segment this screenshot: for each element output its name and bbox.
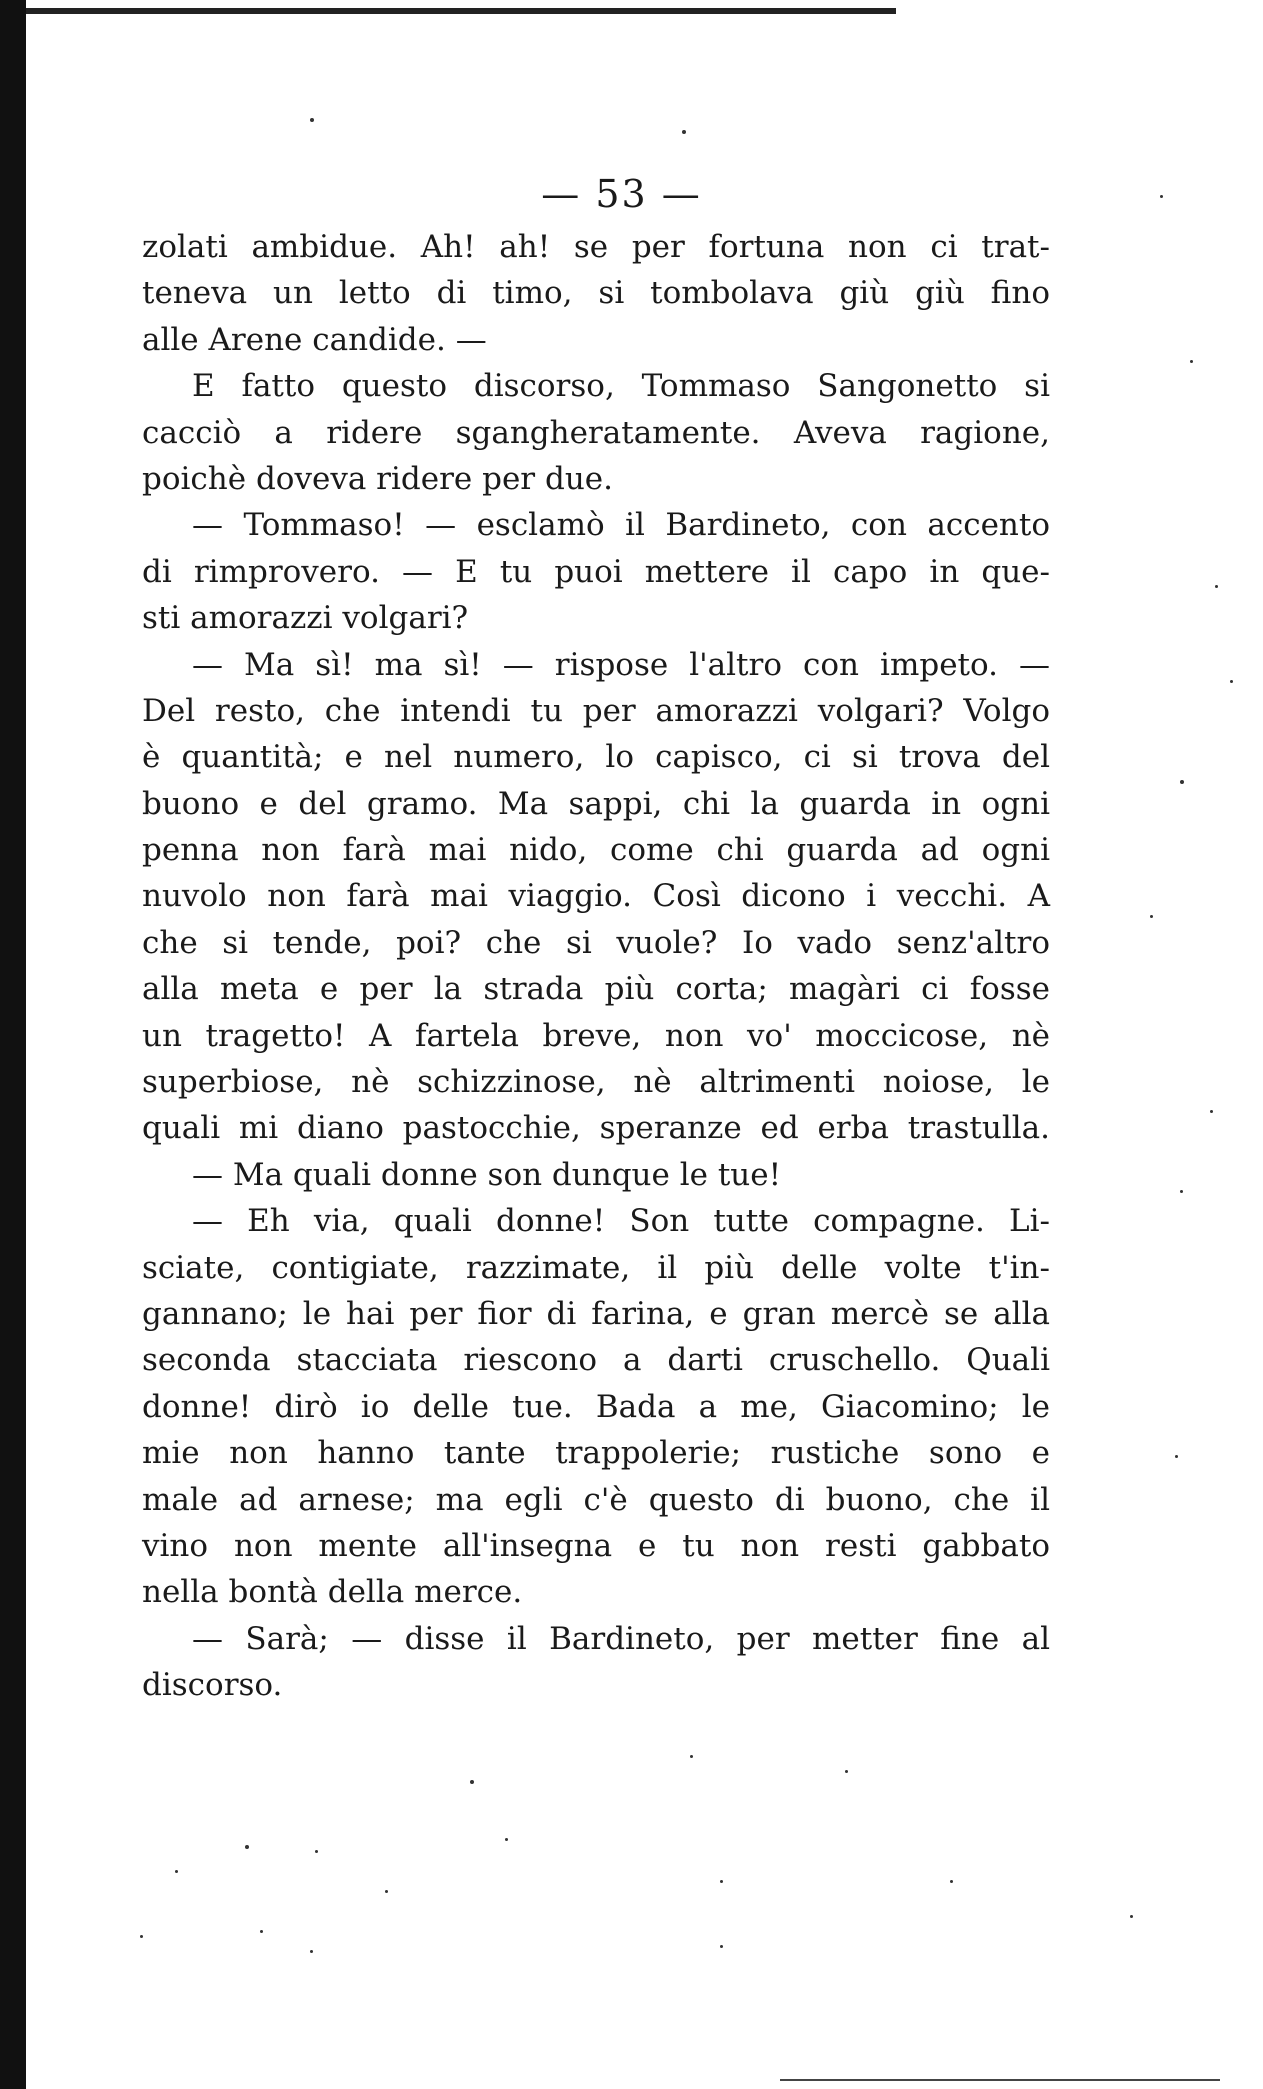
text-line: poichè doveva ridere per due. xyxy=(142,460,613,497)
text-line: gannano; le hai per fior di farina, e gran mercè se alla xyxy=(142,1295,1050,1332)
text-line: nella bontà della merce. xyxy=(142,1574,523,1611)
text-line: — Tommaso! — esclamò il Bardineto, con accento xyxy=(192,507,1050,544)
speck xyxy=(690,1755,693,1758)
speck xyxy=(1130,1915,1133,1918)
text-line: zolati ambidue. Ah! ah! se per fortuna non ci trat- xyxy=(142,229,1050,265)
text-line: male ad arnese; ma egli c'è questo di buono, che il xyxy=(142,1481,1050,1518)
speck xyxy=(720,1880,723,1883)
text-line: — Sarà; — disse il Bardineto, per metter fine al xyxy=(192,1620,1050,1657)
speck xyxy=(470,1780,474,1784)
text-line: vino non mente all'insegna e tu non resti gabbato xyxy=(142,1527,1050,1564)
speck xyxy=(385,1890,388,1893)
text-line: discorso. xyxy=(142,1667,283,1704)
text-line: buono e del gramo. Ma sappi, chi la guarda in ogni xyxy=(142,785,1050,822)
speck xyxy=(1210,1110,1213,1113)
text-line: penna non farà mai nido, come chi guarda ad ogni xyxy=(142,832,1050,869)
text-line: donne! dirò io delle tue. Bada a me, Giacomino; le xyxy=(142,1388,1050,1425)
text-line: — Eh via, quali donne! Son tutte compagne. Li- xyxy=(192,1203,1050,1240)
speck xyxy=(720,1945,723,1948)
speck xyxy=(1175,1455,1178,1458)
text-line: superbiose, nè schizzinose, nè altrimenti noiose, le xyxy=(142,1064,1050,1101)
text-line: sciate, contigiate, razzimate, il più delle volte t'in- xyxy=(142,1249,1050,1286)
speck xyxy=(310,1950,313,1953)
text-line: Del resto, che intendi tu per amorazzi volgari? Volgo xyxy=(142,692,1050,729)
speck xyxy=(260,1930,263,1933)
text-line: un tragetto! A fartela breve, non vo' moccicose, nè xyxy=(142,1017,1050,1054)
text-line: alle Arene candide. — xyxy=(142,321,487,358)
speck xyxy=(845,1770,848,1773)
text-line: cacciò a ridere sgangheratamente. Aveva ragione, xyxy=(142,414,1050,451)
speck xyxy=(682,130,686,134)
text-line: — Ma quali donne son dunque le tue! xyxy=(192,1156,782,1193)
scan-left-edge xyxy=(0,0,26,2089)
text-line: è quantità; e nel numero, lo capisco, ci si trova del xyxy=(142,739,1050,776)
text-line: E fatto questo discorso, Tommaso Sangonetto si xyxy=(192,368,1050,405)
scan-top-rule xyxy=(26,8,896,14)
text-line: mie non hanno tante trappolerie; rustiche sono e xyxy=(142,1435,1050,1472)
speck xyxy=(950,1880,953,1883)
speck xyxy=(1230,680,1233,683)
text-line: alla meta e per la strada più corta; magàri ci fosse xyxy=(142,971,1050,1008)
speck xyxy=(245,1845,249,1849)
speck xyxy=(310,118,314,122)
body-text xyxy=(142,224,1050,1709)
speck xyxy=(175,1870,178,1873)
speck xyxy=(1215,585,1218,588)
speck xyxy=(1190,360,1193,363)
speck xyxy=(140,1935,143,1938)
speck xyxy=(1150,915,1153,918)
text-line: quali mi diano pastocchie, speranze ed erba trastulla. xyxy=(142,1110,1050,1147)
speck xyxy=(315,1850,318,1853)
text-line: che si tende, poi? che si vuole? Io vado senz'altro xyxy=(142,924,1050,961)
text-line: — Ma sì! ma sì! — rispose l'altro con impeto. — xyxy=(192,646,1050,683)
page-number: — 53 — xyxy=(541,172,702,216)
scan-bottom-rule xyxy=(780,2079,1220,2081)
speck xyxy=(1160,195,1163,198)
speck xyxy=(1180,1190,1183,1193)
speck xyxy=(505,1838,508,1841)
text-line: nuvolo non farà mai viaggio. Così dicono i vecchi. A xyxy=(142,878,1050,915)
text-line: seconda stacciata riescono a darti cruschello. Quali xyxy=(142,1342,1050,1379)
speck xyxy=(1180,780,1184,784)
text-line: sti amorazzi volgari? xyxy=(142,600,469,637)
text-line: di rimprovero. — E tu puoi mettere il capo in que- xyxy=(142,553,1050,590)
text-line: teneva un letto di timo, si tombolava giù giù fino xyxy=(142,275,1050,312)
